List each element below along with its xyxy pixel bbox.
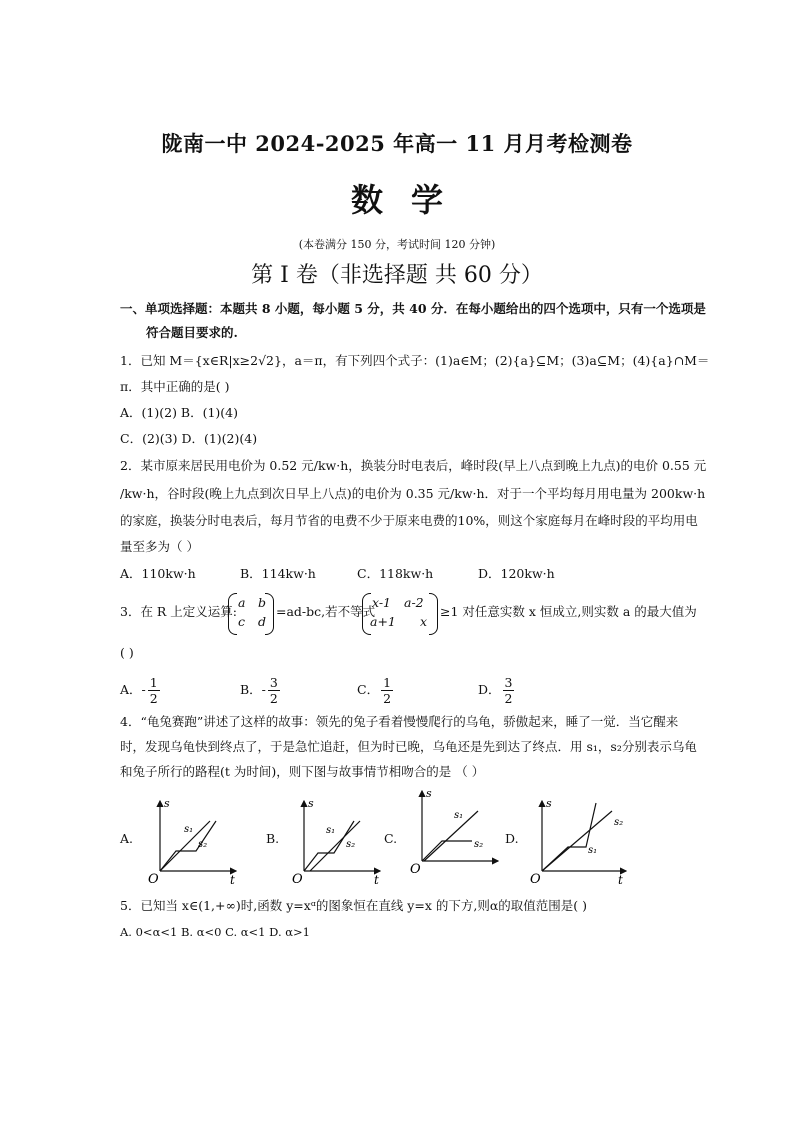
q3-stem-mid: =ad-bc,若不等式 [276, 604, 376, 619]
q3-matrix-2: x-1 a-2 a+1 x [362, 593, 438, 633]
q3-option-b: B．- $\frac{3}{2}$ [240, 675, 278, 706]
q3-stem-pre: 3．在 R 上定义运算: [120, 604, 238, 619]
q2-option-b: B．114kw·h [240, 566, 316, 581]
q4-stem-line3: 和兔子所行的路程(t 为时间)，则下图与故事情节相吻合的是 （ ） [120, 764, 485, 779]
graph-c [402, 785, 502, 885]
graph-b-label: B. [266, 831, 280, 846]
graph-b-s1-label: s₁ [326, 825, 336, 836]
graph-d-s-label: s [546, 797, 552, 810]
part1-instruction-line2: 符合题目要求的. [146, 325, 238, 340]
q1-options-ab: A．(1)(2) B．(1)(4) [120, 405, 239, 420]
q3-stem-post: ≥1 对任意实数 x 恒成立,则实数 a 的最大值为 [440, 604, 697, 619]
graph-d-s2-label: s₂ [614, 817, 624, 828]
q3-option-c: C． $\frac{1}{2}$ [357, 675, 392, 706]
graph-d-origin: O [530, 872, 541, 885]
graph-b-s2-label: s₂ [346, 839, 356, 850]
q4-stem-line1: 4．“龟兔赛跑”讲述了这样的故事：领先的兔子看着慢慢爬行的乌龟，骄傲起来，睡了一觉．当它醒来 [120, 714, 679, 729]
graph-a-origin: O [148, 872, 159, 885]
q3-paren: ( ) [120, 645, 134, 660]
graph-c-origin: O [410, 862, 421, 877]
graph-b-t-label: t [374, 873, 379, 885]
graph-c-s2-label: s₂ [474, 839, 484, 850]
section-title: 第 I 卷（非选择题 共 60 分） [251, 263, 543, 288]
exam-note: (本卷满分 150 分，考试时间 120 分钟) [298, 238, 496, 251]
graph-a-label: A. [120, 831, 134, 846]
graph-c-s2 [422, 841, 472, 861]
q2-option-a: A．110kw·h [120, 566, 196, 581]
q2-stem-line1: 2．某市原来居民用电价为 0.52 元/kw·h，换装分时电表后，峰时段(早上八点到晚上九点)的电价 0.55 元 [120, 458, 707, 473]
graph-c-s1 [424, 811, 478, 861]
q1-options-cd: C．(2)(3) D．(1)(2)(4) [120, 431, 258, 446]
graph-d-s1 [542, 803, 596, 871]
graph-a-s-label: s [164, 797, 170, 810]
q2-stem-line2: /kw·h，谷时段(晚上九点到次日早上八点)的电价为 0.35 元/kw·h．对于一个平均每月用电量为 200kw·h [120, 486, 706, 501]
q3-option-d: D． $\frac{3}{2}$ [478, 675, 513, 706]
q1-stem-line1: 1．已知 M＝{x∈R|x≥2√2}，a＝π，有下列四个式子：(1)a∈M；(2){a}⊆M；(3)a⊆M；(4){a}∩M＝ [120, 353, 710, 368]
graph-c-s1-label: s₁ [454, 810, 464, 821]
q3-matrix-1: a b c d [228, 593, 274, 633]
graph-c-label: C. [384, 831, 398, 846]
graph-d-s1-label: s₁ [588, 845, 598, 856]
q5-stem: 5．已知当 x∈(1,+∞)时,函数 y=xᵅ的图象恒在直线 y=x 的下方,则α的取值范围是( ) [120, 898, 587, 913]
part1-instruction-line1: 一、单项选择题：本题共 8 小题，每小题 5 分，共 40 分．在每小题给出的四个选项中，只有一个选项是 [120, 301, 706, 316]
q4-stem-line2: 时，发现乌龟快到终点了，于是急忙追赶，但为时已晚，乌龟还是先到达了终点．用 s₁，s₂分别表示乌龟 [120, 739, 697, 754]
q2-option-c: C．118kw·h [357, 566, 434, 581]
q5-options: A. 0<α<1 B. α<0 C. α<1 D. α>1 [120, 925, 310, 939]
graph-b [284, 795, 384, 885]
q2-stem-line3: 的家庭，换装分时电表后，每月节省的电费不少于原来电费的10%，则这个家庭每月在峰时段的平均用电 [120, 513, 698, 528]
q2-stem-line4: 量至多为（ ） [120, 539, 199, 554]
graph-a-s2-label: s₂ [198, 839, 208, 850]
q3-option-a: A．- $\frac{1}{2}$ [120, 675, 158, 706]
subject-title: 数学 [350, 181, 471, 219]
graph-a [140, 795, 240, 885]
graph-d-s2 [542, 811, 612, 871]
graph-d-label: D. [505, 831, 519, 846]
q1-stem-line2: π．其中正确的是( ) [120, 379, 230, 394]
exam-title: 陇南一中 2024-2025 年高一 11 月月考检测卷 [161, 131, 633, 156]
graph-d-t-label: t [618, 873, 623, 885]
q2-option-d: D．120kw·h [478, 566, 555, 581]
graph-b-origin: O [292, 872, 303, 885]
graph-d [522, 795, 632, 885]
graph-a-s1-label: s₁ [184, 824, 194, 835]
graph-c-s-label: s [426, 787, 432, 800]
graph-b-s-label: s [308, 797, 314, 810]
graph-a-t-label: t [230, 873, 235, 885]
